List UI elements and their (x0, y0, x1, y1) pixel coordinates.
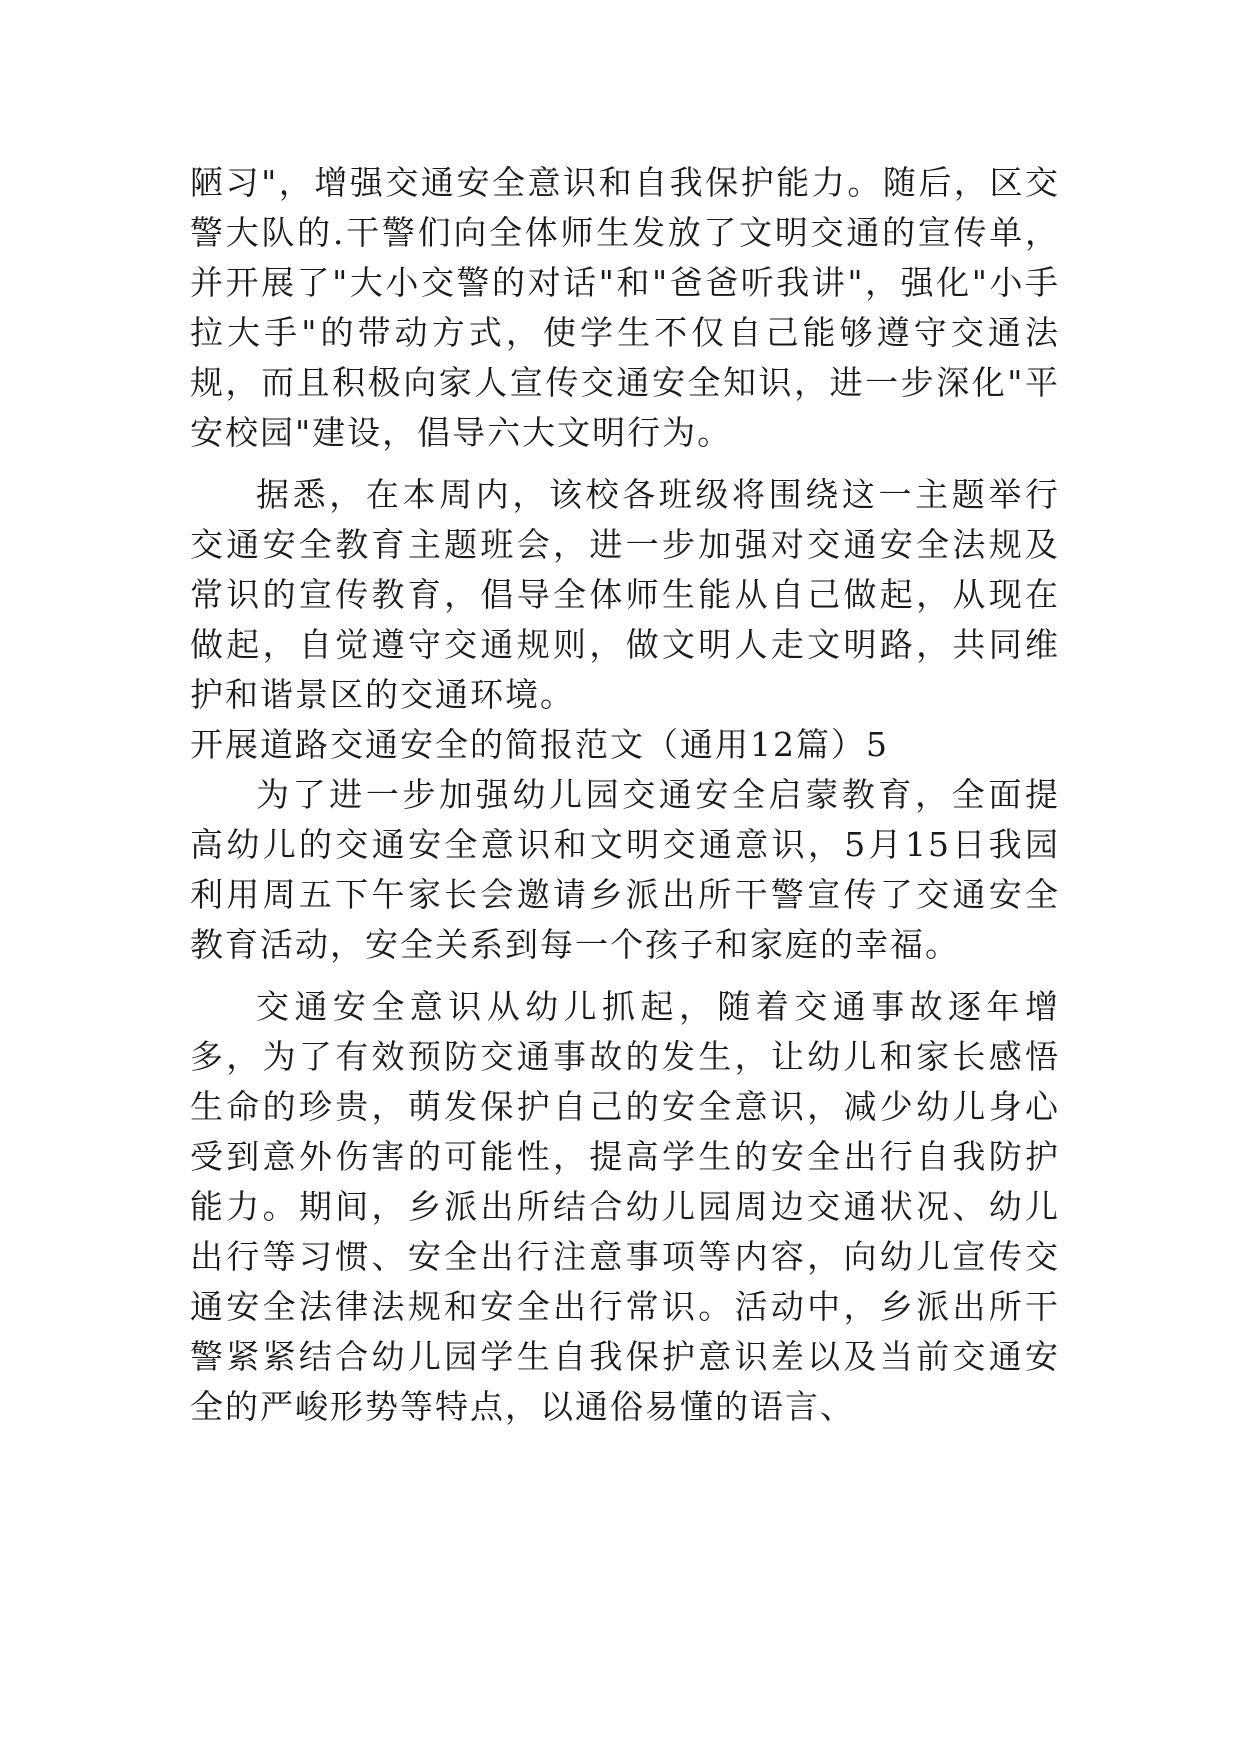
paragraph-gap (190, 970, 1060, 982)
paragraph-safety-awareness: 交通安全意识从幼儿抓起，随着交通事故逐年增多，为了有效预防交通事故的发生，让幼儿和家长感悟生命的珍贵，萌发保护自己的安全意识，减少幼儿身心受到意外伤害的可能性，提高学生的安全出行自我防护能力。期间，乡派出所结合幼儿园周边交通状况、幼儿出行等习惯、安全出行注意事项等内容，向幼儿宣传交通安全法律法规和安全出行常识。活动中，乡派出所干警紧紧结合幼儿园学生自我保护意识差以及当前交通安全的严峻形势等特点，以通俗易懂的语言、 (190, 987, 1060, 1426)
paragraph-kindergarten-intro: 为了进一步加强幼儿园交通安全启蒙教育，全面提高幼儿的交通安全意识和文明交通意识，5月15日我园利用周五下午家长会邀请乡派出所干警宣传了交通安全教育活动，安全关系到每一个孩子和家庭的幸福。 (190, 775, 1060, 964)
section-heading: 开展道路交通安全的简报范文（通用12篇）5 (190, 725, 889, 764)
document-body (190, 158, 1060, 1432)
paragraph-continuation: 陋习"，增强交通安全意识和自我保护能力。随后，区交警大队的.干警们向全体师生发放了文明交通的宣传单，并开展了"大小交警的对话"和"爸爸听我讲"，强化"小手拉大手"的带动方式，使学生不仅自己能够遵守交通法规，而且积极向家人宣传交通安全知识，进一步深化"平安校园"建设，倡导六大文明行为。 (190, 163, 1060, 452)
paragraph-notice: 据悉，在本周内，该校各班级将围绕这一主题举行交通安全教育主题班会，进一步加强对交通安全法规及常识的宣传教育，倡导全体师生能从自己做起，从现在做起，自觉遵守交通规则，做文明人走文明路，共同维护和谐景区的交通环境。 (190, 475, 1060, 714)
paragraph-gap (190, 458, 1060, 470)
